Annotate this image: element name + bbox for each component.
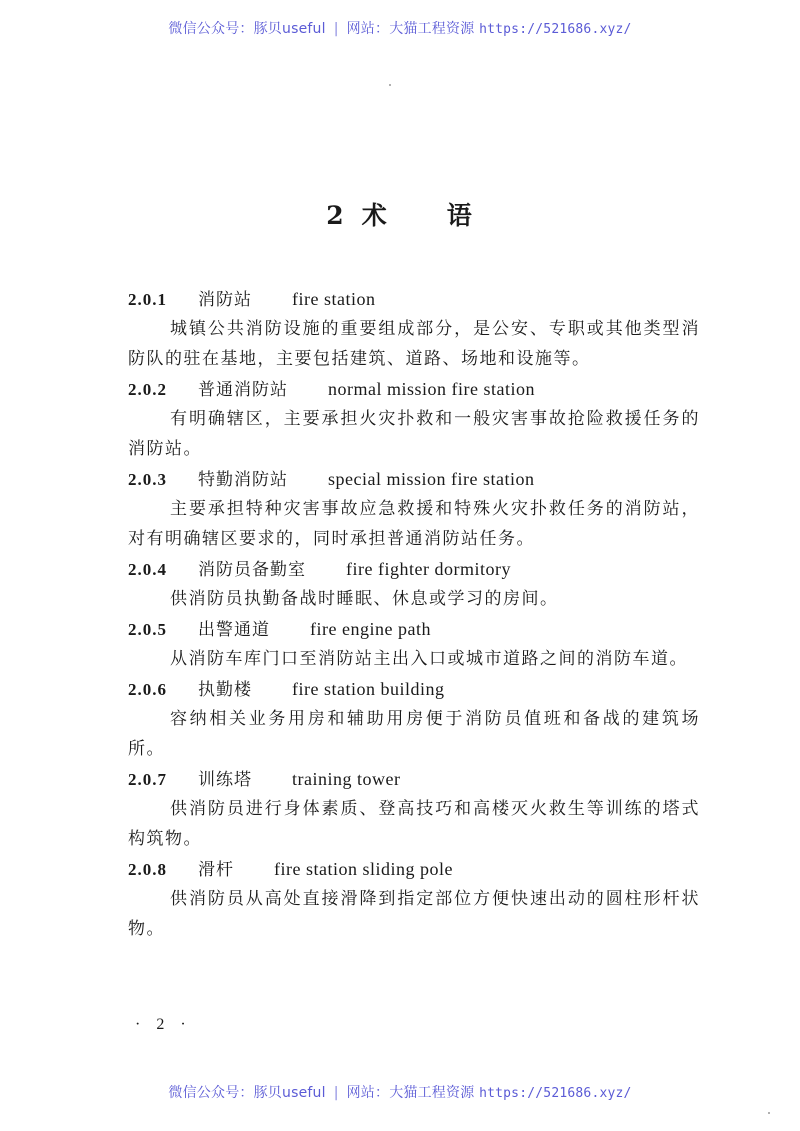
term-definition: 城镇公共消防设施的重要组成部分，是公安、专职或其他类型消防队的驻在基地，主要包括建筑、道路、场地和设施等。 xyxy=(128,319,700,369)
term-english: fire fighter dormitory xyxy=(346,559,511,579)
term-entry xyxy=(128,854,700,944)
term-definition: 供消防员执勤备战时睡眠、休息或学习的房间。 xyxy=(170,589,559,609)
term-chinese: 消防站 xyxy=(198,290,252,310)
term-english: training tower xyxy=(292,769,401,789)
chapter-title xyxy=(0,196,800,232)
watermark-site: 网站：大猫工程资源 xyxy=(346,21,475,37)
term-chinese: 滑杆 xyxy=(198,860,234,880)
term-chinese: 出警通道 xyxy=(198,620,270,640)
chapter-title-char-1: 术 xyxy=(361,201,389,230)
term-english: fire station building xyxy=(292,679,445,699)
term-english: normal mission fire station xyxy=(328,379,535,399)
term-number: 2.0.1 xyxy=(128,290,167,309)
term-heading xyxy=(128,554,700,584)
scan-speck xyxy=(768,1112,770,1114)
term-definition: 主要承担特种灾害事故应急救援和特殊火灾扑救任务的消防站，对有明确辖区要求的，同时承担普通消防站任务。 xyxy=(128,499,700,549)
term-definition: 有明确辖区，主要承担火灾扑救和一般灾害事故抢险救援任务的消防站。 xyxy=(128,409,700,459)
term-heading xyxy=(128,674,700,704)
term-chinese: 特勤消防站 xyxy=(198,470,288,490)
term-english: fire station sliding pole xyxy=(274,859,453,879)
term-chinese: 普通消防站 xyxy=(198,380,288,400)
watermark-footer xyxy=(0,1082,800,1102)
term-entry xyxy=(128,614,700,674)
term-heading xyxy=(128,464,700,494)
page-number: · 2 · xyxy=(135,1016,192,1033)
term-entry xyxy=(128,764,700,854)
term-definition: 从消防车库门口至消防站主出入口或城市道路之间的消防车道。 xyxy=(170,649,688,669)
term-heading xyxy=(128,284,700,314)
term-entry xyxy=(128,674,700,764)
watermark-wechat: 微信公众号：豚贝useful xyxy=(168,1085,326,1101)
term-english: fire engine path xyxy=(310,619,431,639)
term-definition: 容纳相关业务用房和辅助用房便于消防员值班和备战的建筑场所。 xyxy=(128,709,700,759)
term-entry xyxy=(128,464,700,554)
term-chinese: 执勤楼 xyxy=(198,680,252,700)
term-number: 2.0.7 xyxy=(128,770,167,789)
watermark-url[interactable]: https://521686.xyz/ xyxy=(479,22,632,37)
term-chinese: 训练塔 xyxy=(198,770,252,790)
watermark-separator: | xyxy=(333,1085,339,1101)
term-number: 2.0.5 xyxy=(128,620,167,639)
watermark-header xyxy=(0,18,800,38)
chapter-number: 2 xyxy=(326,201,346,230)
term-number: 2.0.6 xyxy=(128,680,167,699)
term-entry xyxy=(128,374,700,464)
term-english: special mission fire station xyxy=(328,469,535,489)
watermark-site: 网站：大猫工程资源 xyxy=(346,1085,475,1101)
scan-speck xyxy=(389,84,391,86)
term-definition: 供消防员从高处直接滑降到指定部位方便快速出动的圆柱形杆状物。 xyxy=(128,889,700,939)
term-english: fire station xyxy=(292,289,376,309)
term-number: 2.0.8 xyxy=(128,860,167,879)
term-number: 2.0.2 xyxy=(128,380,167,399)
watermark-wechat: 微信公众号：豚贝useful xyxy=(168,21,326,37)
term-heading xyxy=(128,854,700,884)
term-entry xyxy=(128,284,700,374)
term-number: 2.0.4 xyxy=(128,560,167,579)
term-entry xyxy=(128,554,700,614)
term-chinese: 消防员备勤室 xyxy=(198,560,306,580)
terms-list xyxy=(128,284,700,944)
term-number: 2.0.3 xyxy=(128,470,167,489)
term-heading xyxy=(128,374,700,404)
term-definition: 供消防员进行身体素质、登高技巧和高楼灭火救生等训练的塔式构筑物。 xyxy=(128,799,700,849)
chapter-title-char-2: 语 xyxy=(446,201,474,230)
watermark-separator: | xyxy=(333,21,339,37)
term-heading xyxy=(128,614,700,644)
watermark-url[interactable]: https://521686.xyz/ xyxy=(479,1086,632,1101)
term-heading xyxy=(128,764,700,794)
